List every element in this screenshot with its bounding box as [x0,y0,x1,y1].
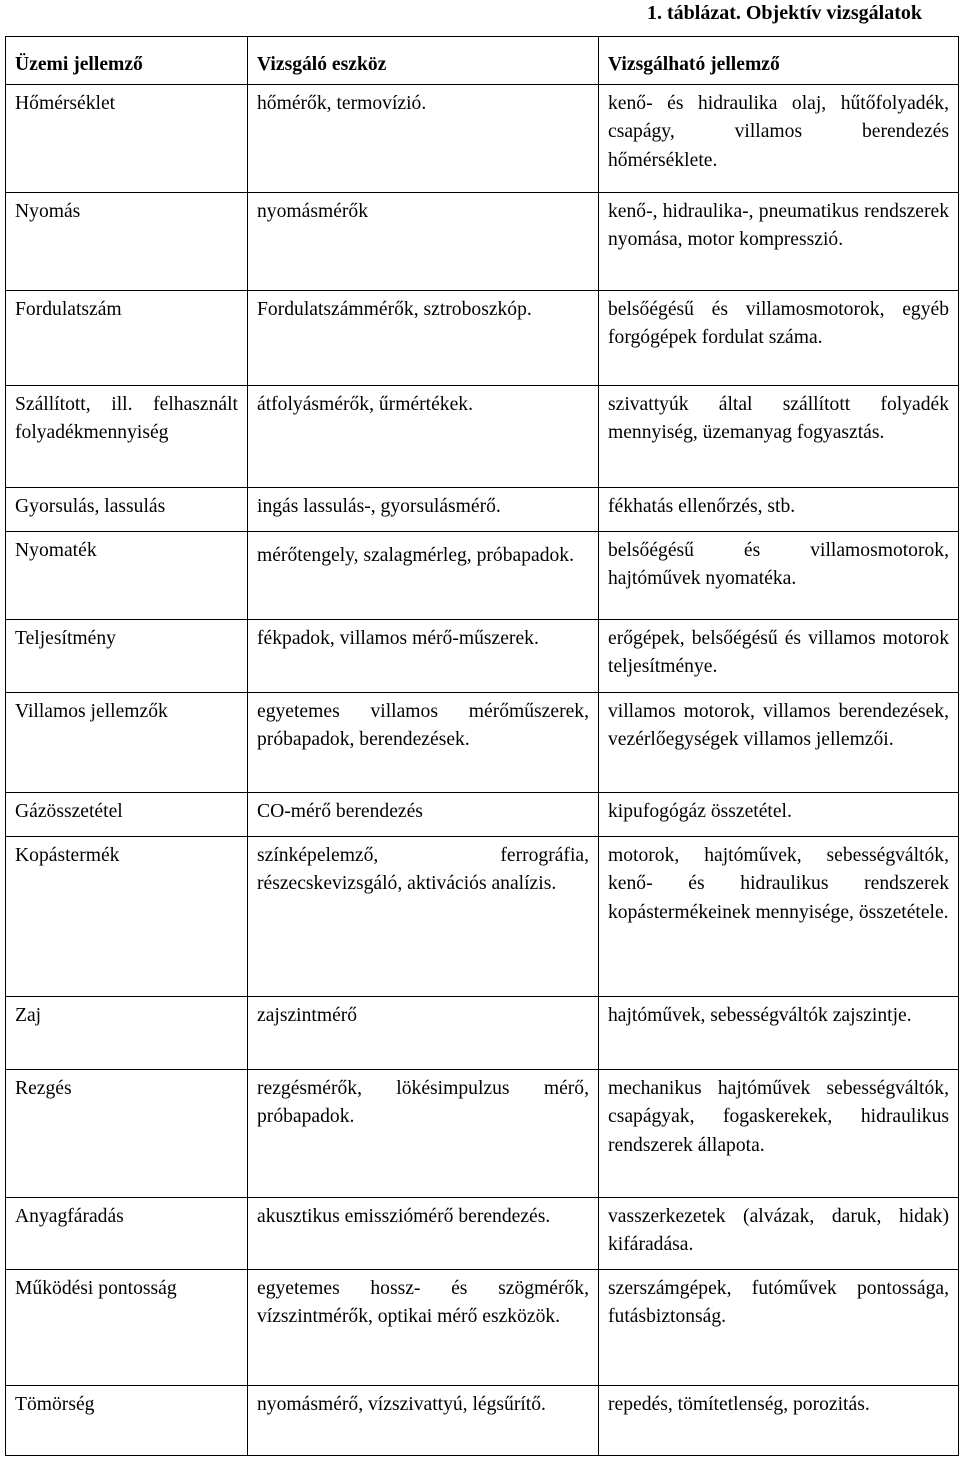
table-row [6,836,959,996]
cell-feature: Teljesítmény [6,619,248,692]
cell-measured: szerszámgépek, futóművek pontossága, futásbiztonság. [599,1269,959,1385]
cell-measured: fékhatás ellenőrzés, stb. [599,487,959,531]
cell-measured: repedés, tömítetlenség, porozitás. [599,1385,959,1455]
cell-feature: Zaj [6,996,248,1069]
cell-feature: Nyomaték [6,531,248,619]
table-row [6,1385,959,1455]
cell-tool: nyomásmérők [248,192,599,290]
cell-tool: hőmérők, termovízió. [248,84,599,192]
cell-tool: zajszintmérő [248,996,599,1069]
header-row [6,37,959,85]
cell-feature: Gázösszetétel [6,792,248,836]
cell-measured: vasszerkezetek (alvázak, daruk, hidak) kifáradása. [599,1197,959,1269]
cell-feature: Tömörség [6,1385,248,1455]
table-caption: 1. táblázat. Objektív vizsgálatok [647,2,922,24]
table-row [6,84,959,192]
cell-tool: CO-mérő berendezés [248,792,599,836]
cell-tool: színképelemző, ferrográfia, részecskevizsgáló, aktivációs analízis. [248,836,599,996]
cell-feature: Gyorsulás, lassulás [6,487,248,531]
cell-measured: motorok, hajtóművek, sebességváltók, kenő- és hidraulikus rendszerek kopástermékeinek mennyisége, összetétele. [599,836,959,996]
header-test-tool: Vizsgáló eszköz [248,37,599,85]
table-row [6,531,959,619]
table-row [6,1069,959,1197]
cell-feature: Fordulatszám [6,290,248,385]
cell-measured: belsőégésű és villamosmotorok, hajtóművek nyomatéka. [599,531,959,619]
table-row [6,1269,959,1385]
cell-tool: egyetemes villamos mérőműszerek, próbapadok, berendezések. [248,692,599,792]
table-row [6,792,959,836]
cell-measured: mechanikus hajtóművek sebességváltók, csapágyak, fogaskerekek, hidraulikus rendszerek állapota. [599,1069,959,1197]
table-row [6,487,959,531]
cell-measured: villamos motorok, villamos berendezések, vezérlőegységek villamos jellemzői. [599,692,959,792]
cell-tool: rezgésmérők, lökésimpulzus mérő, próbapadok. [248,1069,599,1197]
cell-feature: Rezgés [6,1069,248,1197]
cell-measured: erőgépek, belsőégésű és villamos motorok teljesítménye. [599,619,959,692]
cell-measured: belsőégésű és villamosmotorok, egyéb forgógépek fordulat száma. [599,290,959,385]
table-row [6,192,959,290]
table-row [6,619,959,692]
cell-feature: Működési pontosság [6,1269,248,1385]
header-operating-feature: Üzemi jellemző [6,37,248,85]
cell-tool: átfolyásmérők, űrmértékek. [248,385,599,487]
cell-tool: akusztikus emissziómérő berendezés. [248,1197,599,1269]
cell-measured: kenő-, hidraulika-, pneumatikus rendszerek nyomása, motor kompresszió. [599,192,959,290]
cell-tool: nyomásmérő, vízszivattyú, légsűrítő. [248,1385,599,1455]
cell-measured: kenő- és hidraulika olaj, hűtőfolyadék, csapágy, villamos berendezés hőmérséklete. [599,84,959,192]
cell-feature: Hőmérséklet [6,84,248,192]
cell-feature: Kopástermék [6,836,248,996]
cell-measured: kipufogógáz összetétel. [599,792,959,836]
header-testable-feature: Vizsgálható jellemző [599,37,959,85]
table-row [6,1197,959,1269]
cell-feature: Szállított, ill. felhasznált folyadékmennyiség [6,385,248,487]
table-row [6,692,959,792]
cell-tool: ingás lassulás-, gyorsulásmérő. [248,487,599,531]
cell-measured: szivattyúk által szállított folyadék mennyiség, üzemanyag fogyasztás. [599,385,959,487]
cell-feature: Nyomás [6,192,248,290]
table-row [6,996,959,1069]
table-row [6,290,959,385]
cell-tool: fékpadok, villamos mérő-műszerek. [248,619,599,692]
cell-tool: mérőtengely, szalagmérleg, próbapadok. [248,531,599,619]
cell-feature: Villamos jellemzők [6,692,248,792]
objective-tests-table [5,36,959,1456]
cell-measured: hajtóművek, sebességváltók zajszintje. [599,996,959,1069]
cell-tool: Fordulatszámmérők, sztroboszkóp. [248,290,599,385]
cell-feature: Anyagfáradás [6,1197,248,1269]
cell-tool: egyetemes hossz- és szögmérők, vízszintmérők, optikai mérő eszközök. [248,1269,599,1385]
table-row [6,385,959,487]
